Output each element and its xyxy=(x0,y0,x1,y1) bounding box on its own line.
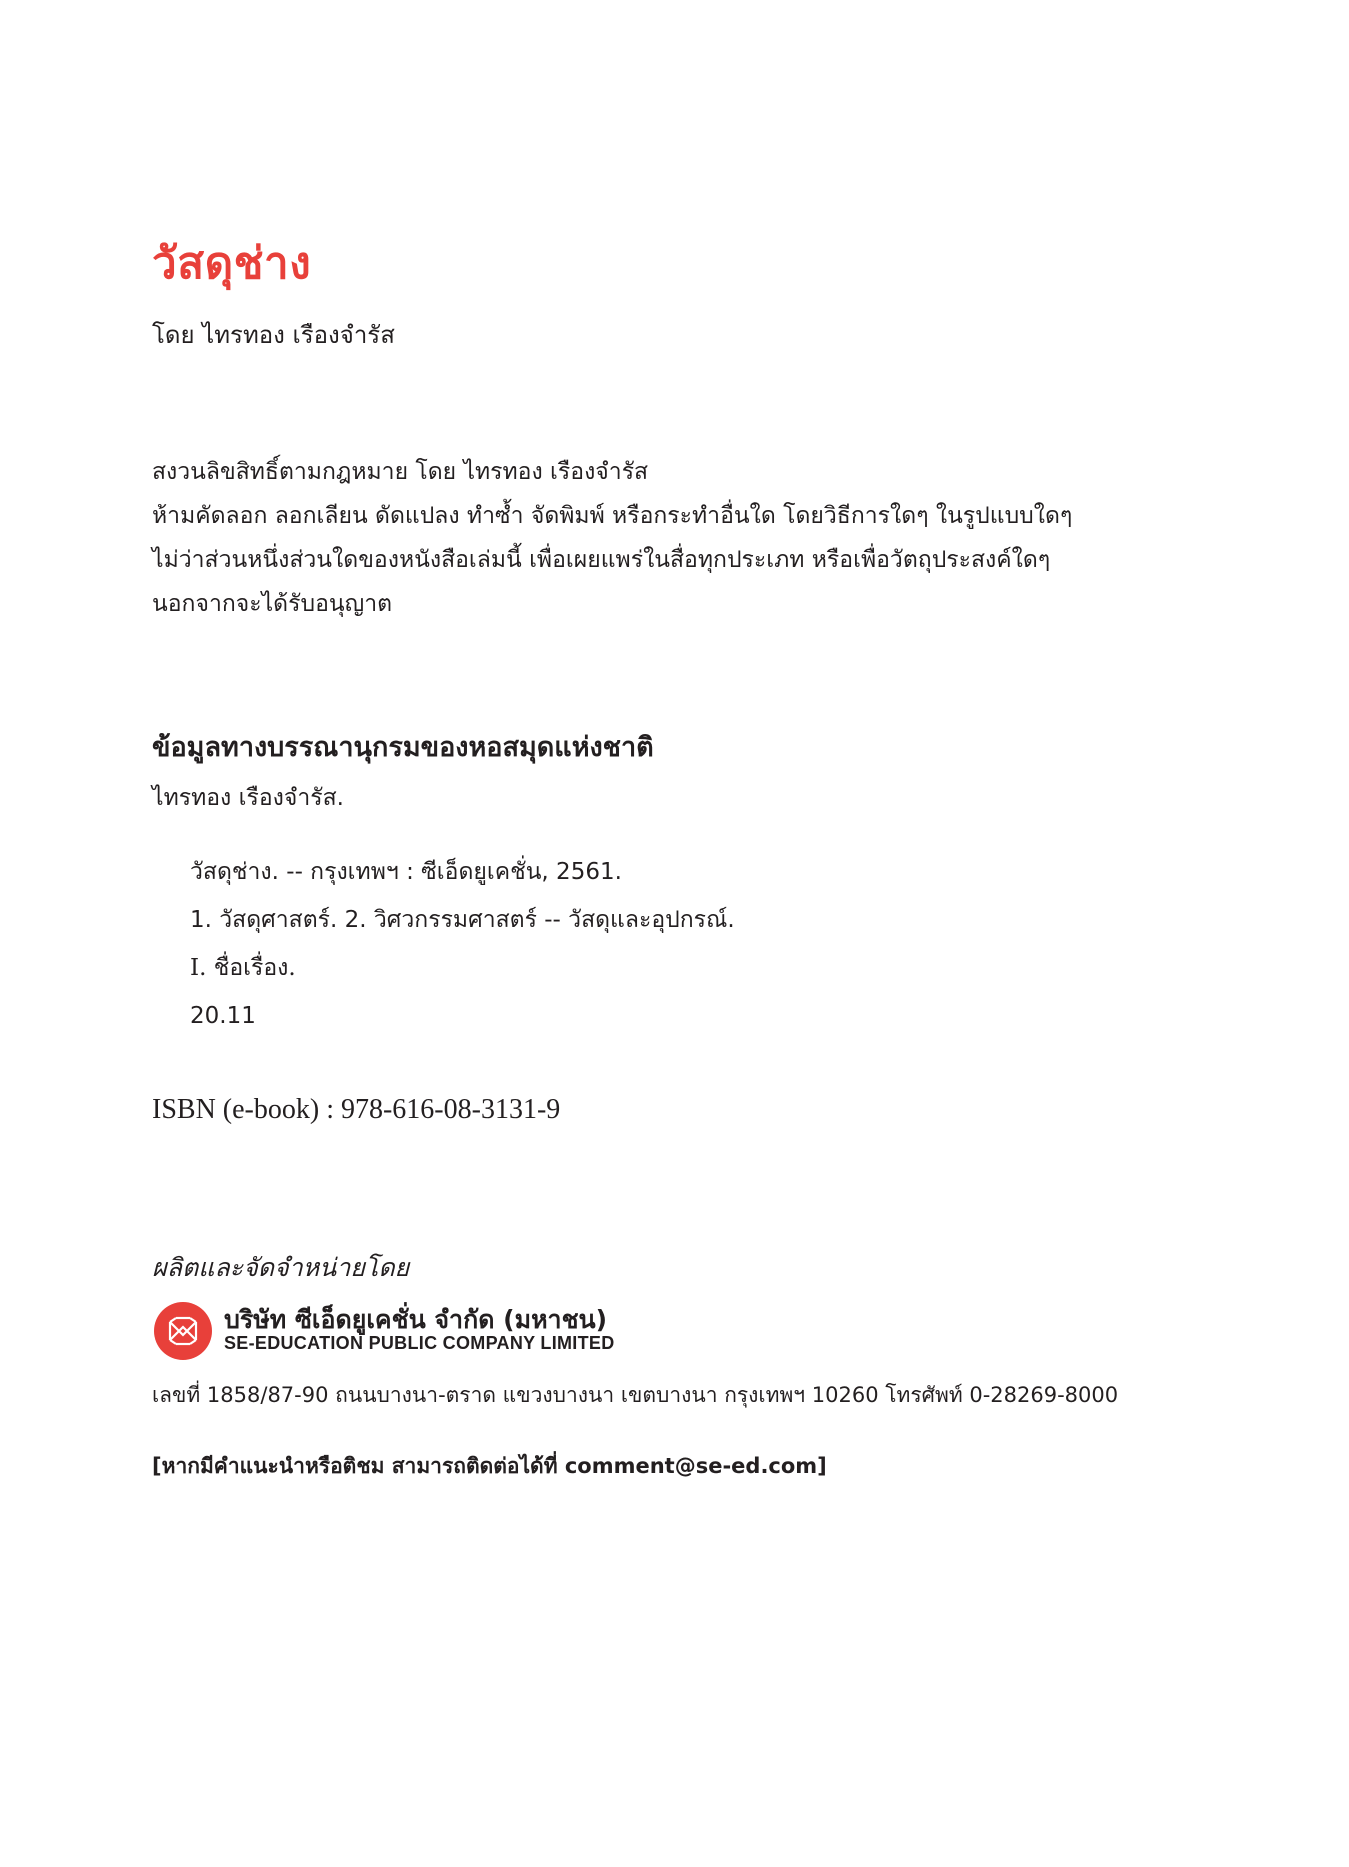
cip-author: ไทรทอง เรืองจำรัส. xyxy=(152,785,344,811)
isbn: ISBN (e-book) : 978-616-08-3131-9 xyxy=(152,1094,561,1125)
cip-line: I. ชื่อเรื่อง. xyxy=(190,955,296,981)
produced-by-label: ผลิตและจัดจำหน่ายโดย xyxy=(152,1253,410,1282)
copyright-line: ห้ามคัดลอก ลอกเลียน ดัดแปลง ทำซ้ำ จัดพิมพ์ หรือกระทำอื่นใด โดยวิธีการใดๆ ในรูปแบบใดๆ xyxy=(152,503,1073,529)
publisher-name-english: SE-EDUCATION PUBLIC COMPANY LIMITED xyxy=(224,1333,615,1353)
cip-line: 20.11 xyxy=(190,1003,256,1029)
cip-entry xyxy=(190,848,735,1040)
se-ed-logo-icon xyxy=(154,1302,212,1360)
cip-line: วัสดุช่าง. -- กรุงเทพฯ : ซีเอ็ดยูเคชั่น, 2561. xyxy=(190,859,622,885)
cip-heading: ข้อมูลทางบรรณานุกรมของหอสมุดแห่งชาติ xyxy=(152,732,654,763)
book-title: วัสดุช่าง xyxy=(152,238,312,289)
publisher-address: เลขที่ 1858/87-90 ถนนบางนา-ตราด แขวงบางนา เขตบางนา กรุงเทพฯ 10260 โทรศัพท์ 0-28269-8000 xyxy=(152,1383,1119,1407)
cip-line: 1. วัสดุศาสตร์. 2. วิศวกรรมศาสตร์ -- วัสดุและอุปกรณ์. xyxy=(190,907,735,933)
copyright-notice xyxy=(152,450,1072,626)
copyright-line: สงวนลิขสิทธิ์ตามกฎหมาย โดย ไทรทอง เรืองจำรัส xyxy=(152,459,649,485)
publisher-name-thai: บริษัท ซีเอ็ดยูเคชั่น จำกัด (มหาชน) xyxy=(224,1305,608,1334)
copyright-line: นอกจากจะได้รับอนุญาต xyxy=(152,591,393,617)
copyright-line: ไม่ว่าส่วนหนึ่งส่วนใดของหนังสือเล่มนี้ เพื่อเผยแพร่ในสื่อทุกประเภท หรือเพื่อวัตถุประสงค์ใดๆ xyxy=(152,547,1051,573)
feedback-contact: [หากมีคำแนะนำหรือติชม สามารถติดต่อได้ที่ comment@se-ed.com] xyxy=(152,1454,827,1478)
book-byline: โดย ไทรทอง เรืองจำรัส xyxy=(152,321,395,349)
